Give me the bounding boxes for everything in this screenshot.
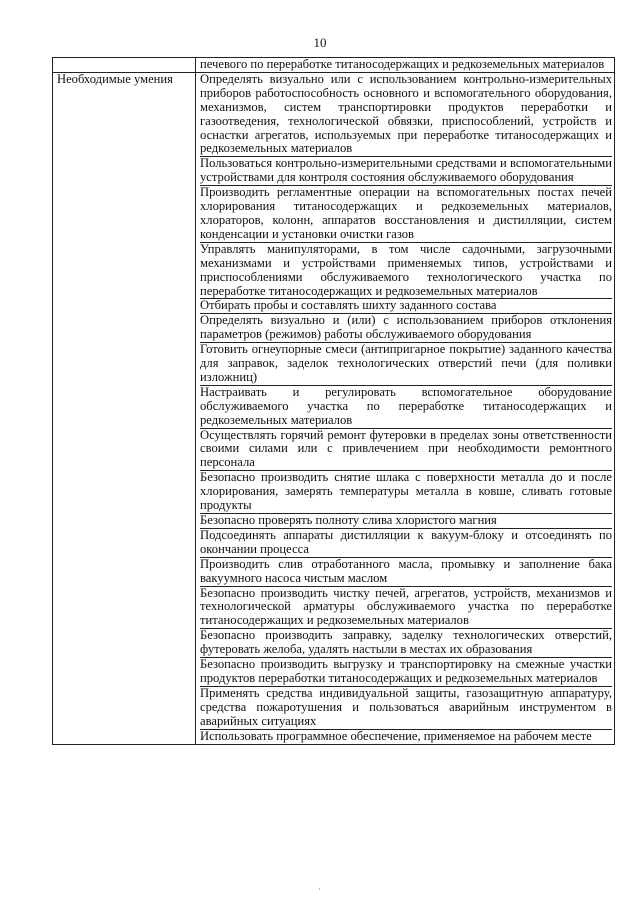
list-item: Определять визуально или с использованием контрольно-измерительных приборов работоспособность основного и вспомогательного оборудования, механизмов, систем транспортировки продуктов переработки и газоотведения, технологической обвязки, приспособлений, устройств и оснастки агрегатов, используемых при переработке титаносодержащих и редкоземельных материалов — [200, 71, 612, 156]
list-item: Производить слив отработанного масла, промывку и заполнение бака вакуумного насоса чистым маслом — [200, 556, 612, 585]
page-number: 10 — [313, 35, 327, 50]
list-item: Безопасно производить выгрузку и транспортировку на смежные участки продуктов переработки титаносодержащих и редкоземельных материалов — [200, 657, 612, 685]
table-row — [53, 72, 615, 744]
list-item: Готовить огнеупорные смеси (антипригарное покрытие) заданного качества для заправок, заделок технологических отверстий печи (для поливки изложниц) — [200, 342, 612, 384]
list-item: Безопасно производить заправку, заделку технологических отверстий, футеровать желоба, удалять настыли в местах их образования — [200, 628, 612, 657]
row-label: Необходимые умения — [53, 72, 196, 744]
list-item: Определять визуально и (или) с использованием приборов отклонения параметров (режимов) работы обслуживаемого оборудования — [200, 313, 612, 342]
skills-table — [52, 57, 615, 745]
list-item: Применять средства индивидуальной защиты, газозащитную аппаратуру, средства пожаротушения и пользоваться аварийным инструментом в аварийных ситуациях — [200, 685, 612, 728]
scan-mark: · — [318, 884, 321, 894]
list-item: Использовать программное обеспечение, применяемое на рабочем месте — [200, 729, 612, 744]
list-item: Безопасно проверять полноту слива хлористого магния — [200, 513, 612, 528]
row-label — [53, 58, 196, 73]
row-content — [196, 58, 615, 73]
table-row — [53, 58, 615, 73]
list-item: Производить регламентные операции на вспомогательных постах печей хлорирования титаносодержащих и редкоземельных материалов, хлораторов, колонн, аппаратов восстановления и дистилляции, систем конденсации и установки очистки газов — [200, 185, 612, 241]
list-item: Отбирать пробы и составлять шихту заданного состава — [200, 298, 612, 313]
list-item: Настраивать и регулировать вспомогательное оборудование обслуживаемого участка по переработке титаносодержащих и редкоземельных материалов — [200, 384, 612, 427]
list-item: Управлять манипуляторами, в том числе садочными, загрузочными механизмами и устройствами применяемых типов, устройствами и приспособлениями обслуживаемого технологического участка по переработке титаносодержащих и редкоземельных материалов — [200, 241, 612, 298]
row-content — [196, 72, 615, 744]
list-item: Подсоединять аппараты дистилляции к вакуум-блоку и отсоединять по окончании процесса — [200, 527, 612, 556]
list-item: Пользоваться контрольно-измерительными средствами и вспомогательными устройствами для контроля состояния обслуживаемого оборудования — [200, 156, 612, 185]
list-item: Безопасно производить снятие шлака с поверхности металла до и после хлорирования, замерять температуры металла в ковше, сливать готовые продукты — [200, 470, 612, 513]
list-item: Безопасно производить чистку печей, агрегатов, устройств, механизмов и технологической арматуры обслуживаемого участка по переработке титаносодержащих и редкоземельных материалов — [200, 585, 612, 628]
list-item: Осуществлять горячий ремонт футеровки в пределах зоны ответственности своими силами или с привлечением при необходимости ремонтного персонала — [200, 427, 612, 470]
list-item: печевого по переработке титаносодержащих и редкоземельных материалов — [200, 57, 605, 71]
